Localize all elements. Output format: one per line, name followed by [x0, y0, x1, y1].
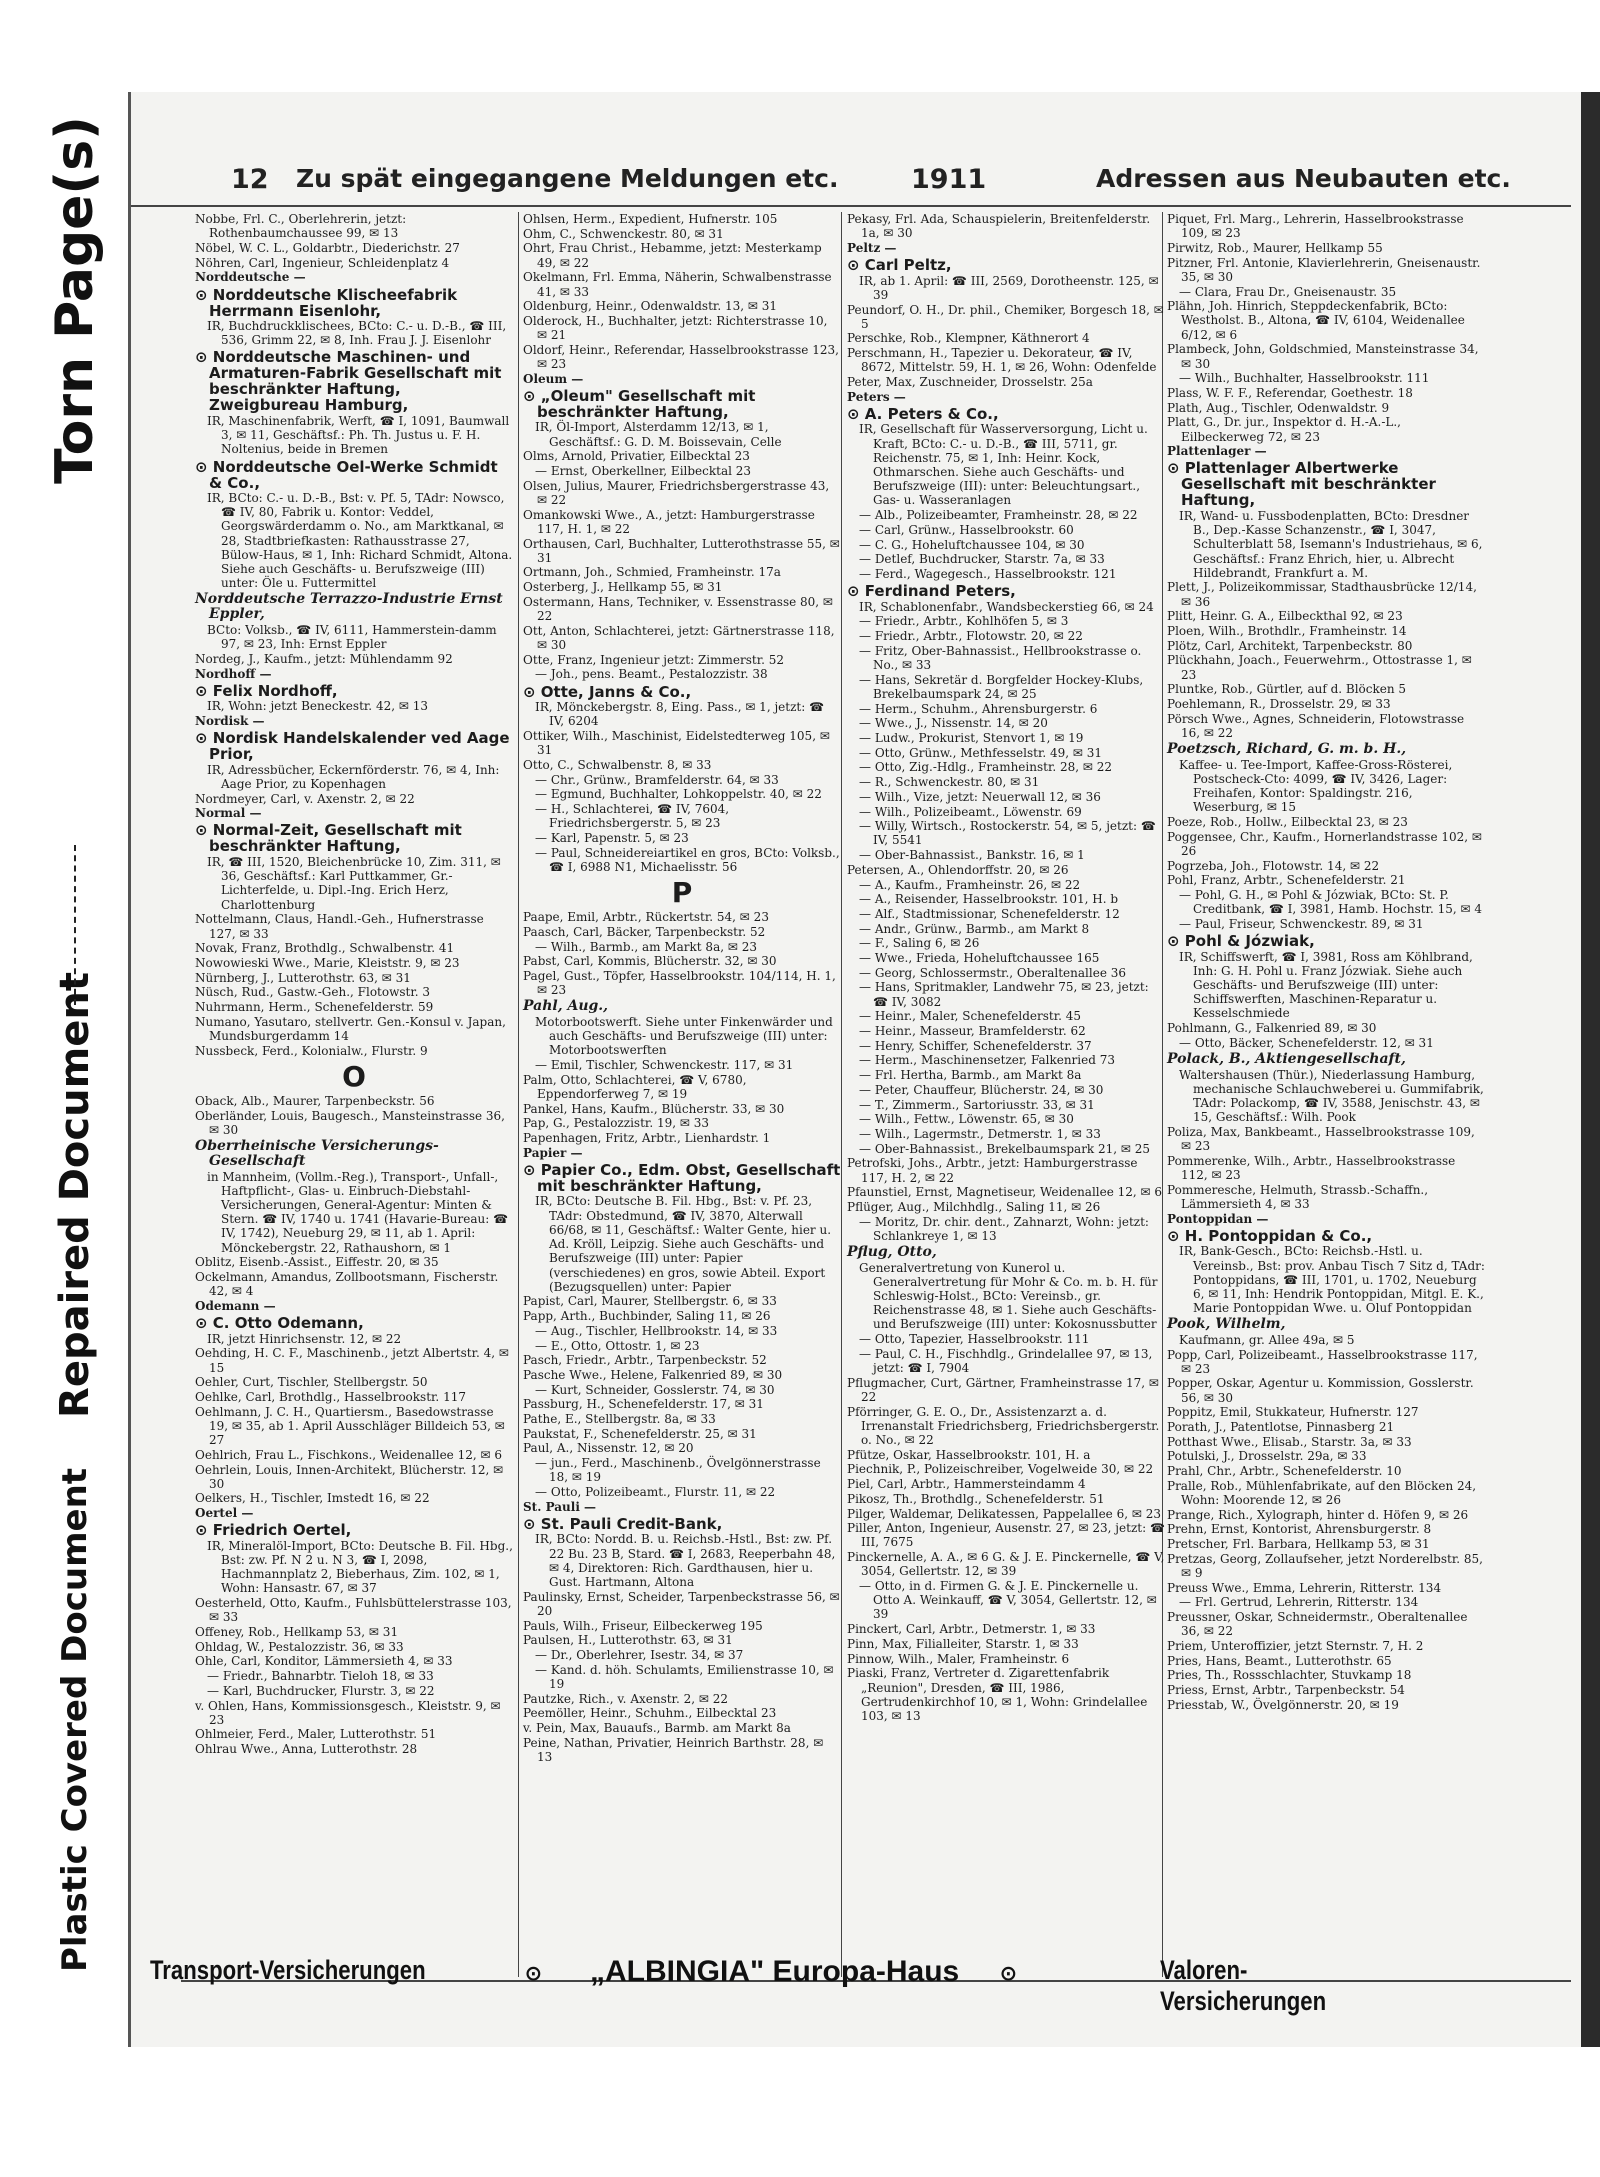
directory-entry: IR, jetzt Hinrichsenstr. 12, ✉ 22: [207, 1331, 402, 1346]
directory-entry: Ohldag, W., Pestalozzistr. 36, ✉ 33: [195, 1639, 404, 1654]
directory-entry: Nordisk —: [195, 713, 265, 728]
directory-entry: Oehlmann, J. C. H., Quartiersm., Basedowstrasse 19, ✉ 35, ab 1. April Ausschläger Billdeich 53, ✉ 27: [195, 1404, 505, 1448]
directory-entry: ⊙ Plattenlager Albertwerke Gesellschaft mit beschränkter Haftung,: [1167, 459, 1436, 510]
directory-entry: Poeze, Rob., Hollw., Eilbecktal 23, ✉ 23: [1167, 815, 1408, 830]
directory-entry: — Paul, Schneidereiartikel en gros, BCto: Volksb., ☎ I, 6988 N1, Michaelisstr. 56: [535, 845, 840, 874]
directory-entry: — C. G., Hoheluftchaussee 104, ✉ 30: [859, 537, 1085, 552]
directory-entry: IR, Wand- u. Fussbodenplatten, BCto: Dresdner B., Dep.-Kasse Schanzenstr., ☎ I, 3047, Schulterblatt 58, Isemann's Industriehaus, ✉ 6, Geschäftsf.: Franz Ehrich, hier, u. Albrecht Hildebrandt, Frankfurt a. M.: [1179, 508, 1483, 580]
directory-entry: IR, Mineralöl-Import, BCto: Deutsche B. Fil. Hbg., Bst: zw. Pf. N 2 u. N 3, ☎ I, 2098, Hachmannplatz 2, Bieberhaus, Zim. 102, ✉ 1, Wohn: Hansastr. 67, ✉ 37: [207, 1538, 513, 1596]
directory-entry: Pflug, Otto,: [847, 1244, 937, 1261]
directory-entry: Paasch, Carl, Bäcker, Tarpenbeckstr. 52: [523, 924, 766, 939]
directory-entry: Prehn, Ernst, Kontorist, Ahrensburgerstr. 8: [1167, 1522, 1432, 1537]
directory-entry: Ortmann, Joh., Schmied, Framheinstr. 17a: [523, 565, 781, 580]
directory-entry: — Carl, Grünw., Hasselbrookstr. 60: [859, 522, 1074, 537]
directory-entry: Orthausen, Carl, Buchhalter, Lutterothstrasse 55, ✉ 31: [523, 536, 840, 565]
directory-entry: Perschke, Rob., Klempner, Käthnerort 4: [847, 331, 1090, 346]
directory-entry: Ohlrau Wwe., Anna, Lutterothstr. 28: [195, 1742, 418, 1757]
directory-entry: Pekasy, Frl. Ada, Schauspielerin, Breitenfelderstr. 1a, ✉ 30: [847, 212, 1151, 241]
directory-entry: Olsen, Julius, Maurer, Friedrichsbergerstrasse 43, ✉ 22: [523, 478, 830, 507]
directory-entry: — Chr., Grünw., Bramfelderstr. 64, ✉ 33: [535, 772, 779, 787]
directory-entry: — Henry, Schiffer, Schenefelderstr. 37: [859, 1038, 1092, 1053]
directory-entry: Palm, Otto, Schlachterei, ☎ V, 6780, Eppendorferweg 7, ✉ 19: [523, 1072, 747, 1101]
directory-entry: Peundorf, O. H., Dr. phil., Chemiker, Borgesch 18, ✉ 5: [847, 302, 1164, 331]
directory-entry: Offeney, Rob., Hellkamp 53, ✉ 31: [195, 1625, 399, 1640]
directory-entry: Okelmann, Frl. Emma, Näherin, Schwalbenstrasse 41, ✉ 33: [523, 270, 832, 299]
directory-entry: ⊙ „Oleum" Gesellschaft mit beschränkter Haftung,: [523, 386, 756, 421]
section-letter: P: [671, 876, 693, 910]
directory-entry: Norddeutsche —: [195, 270, 306, 285]
directory-entry: Ohle, Carl, Konditor, Lämmersieth 4, ✉ 33: [195, 1654, 453, 1669]
directory-entry: Poggensee, Chr., Kaufm., Hornerlandstrasse 102, ✉ 26: [1167, 829, 1482, 858]
directory-entry: — Wilh., Buchhalter, Hasselbrookstr. 111: [1179, 371, 1430, 386]
directory-entry: ⊙ Pohl & Józwiak,: [1167, 932, 1315, 951]
directory-entry: Piller, Anton, Ingenieur, Ausenstr. 27, ✉ 23, jetzt: ☎ III, 7675: [847, 1521, 1165, 1550]
directory-entry: Papenhagen, Fritz, Arbtr., Lienhardstr. 1: [523, 1131, 771, 1146]
directory-entry: — Wilh., Vize, jetzt: Neuerwall 12, ✉ 36: [859, 789, 1101, 804]
directory-entry: Pörsch Wwe., Agnes, Schneiderin, Flotowstrasse 16, ✉ 22: [1167, 711, 1465, 740]
directory-entry: Pitzner, Frl. Antonie, Klavierlehrerin, Gneisenaustr. 35, ✉ 30: [1167, 255, 1481, 284]
directory-entry: Paape, Emil, Arbtr., Rückertstr. 54, ✉ 23: [523, 910, 769, 925]
directory-entry: Perschmann, H., Tapezier u. Dekorateur, ☎ IV, 8672, Mittelstr. 59, H. 1, ✉ 26, Wohn: Odenfelde: [847, 346, 1157, 375]
directory-entry: — Frl. Gertrud, Lehrerin, Ritterstr. 134: [1179, 1595, 1419, 1610]
directory-entry: Pries, Th., Rossschlachter, Stuvkamp 18: [1167, 1668, 1412, 1683]
directory-entry: — Wilh., Fettw., Löwenstr. 65, ✉ 30: [859, 1112, 1074, 1127]
directory-entry: ⊙ Felix Nordhoff,: [195, 681, 338, 700]
directory-entry: ⊙ Norddeutsche Oel-Werke Schmidt & Co.,: [195, 457, 498, 492]
directory-entry: Pontoppidan —: [1167, 1211, 1269, 1226]
directory-entry: Pook, Wilhelm,: [1167, 1316, 1286, 1333]
directory-entry: IR, Öl-Import, Alsterdamm 12/13, ✉ 1, Geschäftsf.: G. D. M. Boissevain, Celle: [535, 420, 782, 449]
directory-entry: — Wilh., Lagermstr., Detmerstr. 1, ✉ 33: [859, 1126, 1101, 1141]
directory-entry: IR, Schablonenfabr., Wandsbeckerstieg 66, ✉ 24: [859, 599, 1154, 614]
directory-entry: — Dr., Oberlehrer, Isestr. 34, ✉ 37: [535, 1648, 744, 1663]
directory-entry: Nowowieski Wwe., Marie, Kleiststr. 9, ✉ 23: [195, 955, 460, 970]
directory-entry: — Hans, Spritmakler, Landwehr 75, ✉ 23, jetzt: ☎ IV, 3082: [859, 980, 1149, 1009]
directory-entry: Pautzke, Rich., v. Axenstr. 2, ✉ 22: [523, 1691, 729, 1706]
directory-entry: Peine, Nathan, Privatier, Heinrich Barthstr. 28, ✉ 13: [523, 1735, 824, 1764]
directory-entry: Otto, C., Schwalbenstr. 8, ✉ 33: [523, 757, 712, 772]
header-right-title: Adressen aus Neubauten etc.: [1096, 164, 1511, 193]
directory-entry: Nürnberg, J., Lutterothstr. 63, ✉ 31: [195, 970, 411, 985]
directory-entry: Nuhrmann, Herm., Schenefelderstr. 59: [195, 1000, 434, 1015]
directory-entry: — Alb., Polizeibeamter, Framheinstr. 28, ✉ 22: [859, 508, 1138, 523]
directory-entry: ⊙ Papier Co., Edm. Obst, Gesellschaft mit beschränkter Haftung,: [523, 1160, 841, 1195]
directory-entry: — T., Zimmerm., Sartoriusstr. 33, ✉ 31: [859, 1097, 1095, 1112]
directory-entry: Popper, Oskar, Agentur u. Kommission, Gosslerstr. 56, ✉ 30: [1167, 1376, 1474, 1405]
directory-entry: Poehlemann, R., Drosselstr. 29, ✉ 33: [1167, 697, 1391, 712]
directory-entry: Pralle, Rob., Mühlenfabrikate, auf den Blöcken 24, Wohn: Moorende 12, ✉ 26: [1167, 1478, 1477, 1508]
directory-entry: Omankowski Wwe., A., jetzt: Hamburgerstrasse 117, H. 1, ✉ 22: [523, 507, 815, 536]
directory-entry: Paul, A., Nissenstr. 12, ✉ 20: [523, 1441, 694, 1456]
directory-entry: Oehlrich, Frau L., Fischkons., Weidenallee 12, ✉ 6: [195, 1447, 502, 1462]
directory-entry: — Herm., Maschinensetzer, Falkenried 73: [859, 1053, 1115, 1068]
directory-entry: — R., Schwenckestr. 80, ✉ 31: [859, 775, 1040, 790]
column-4: [1167, 212, 1485, 1713]
directory-entry: Prange, Rich., Xylograph, hinter d. Höfen 9, ✉ 26: [1167, 1507, 1469, 1522]
directory-entry: — Frl. Hertha, Barmb., am Markt 8a: [859, 1068, 1082, 1083]
directory-entry: Pauls, Wilh., Friseur, Eilbeckerweg 195: [523, 1618, 763, 1633]
directory-entry: Ottiker, Wilh., Maschinist, Eidelstedterweg 105, ✉ 31: [523, 729, 830, 758]
directory-entry: Pinckernelle, A. A., ✉ 6 G. & J. E. Pinckernelle, ☎ V, 3054, Gellertstr. 12, ✉ 39: [847, 1550, 1165, 1579]
directory-entry: — Otto, Bäcker, Schenefelderstr. 12, ✉ 31: [1179, 1035, 1434, 1050]
directory-entry: Oehrlein, Louis, Innen-Architekt, Blücherstr. 12, ✉ 30: [195, 1462, 504, 1491]
directory-entry: Pretscher, Frl. Barbara, Hellkamp 53, ✉ 31: [1167, 1537, 1430, 1552]
directory-entry: Pahl, Aug.,: [523, 998, 609, 1015]
page-number: 12: [231, 164, 269, 195]
directory-entry: BCto: Volksb., ☎ IV, 6111, Hammerstein-damm 97, ✉ 23, Inh: Ernst Eppler: [207, 622, 497, 652]
directory-entry: Nordhoff —: [195, 666, 272, 681]
directory-entry: — Kand. d. höh. Schulamts, Emilienstrasse 10, ✉ 19: [535, 1662, 834, 1691]
directory-entry: — Egmund, Buchhalter, Lohkoppelstr. 40, ✉ 22: [535, 787, 822, 802]
directory-entry: Ohlsen, Herm., Expedient, Hufnerstr. 105: [523, 212, 778, 226]
directory-entry: Piel, Carl, Arbtr., Hammersteindamm 4: [847, 1477, 1086, 1492]
directory-entry: — Wilh., Barmb., am Markt 8a, ✉ 23: [535, 939, 757, 954]
torn-pages-label: Torn Page(s): [45, 116, 105, 484]
directory-entry: Pfaunstiel, Ernst, Magnetiseur, Weidenallee 12, ✉ 6: [847, 1185, 1163, 1200]
header-left-title: Zu spät eingegangene Meldungen etc.: [296, 164, 839, 193]
directory-entry: Plitt, Heinr. G. A., Eilbeckthal 92, ✉ 23: [1167, 609, 1403, 624]
directory-entry: Oehler, Curt, Tischler, Stellbergstr. 50: [195, 1375, 428, 1390]
directory-entry: Petersen, A., Ohlendorffstr. 20, ✉ 26: [847, 862, 1069, 877]
directory-entry: Piquet, Frl. Marg., Lehrerin, Hasselbrookstrasse 109, ✉ 23: [1167, 212, 1464, 241]
directory-entry: — Moritz, Dr. chir. dent., Zahnarzt, Wohn: jetzt: Schlankreye 1, ✉ 13: [859, 1214, 1149, 1243]
directory-entry: Pluntke, Rob., Gürtler, auf d. Blöcken 5: [1167, 682, 1407, 697]
directory-entry: Popp, Carl, Polizeibeamt., Hasselbrookstrasse 117, ✉ 23: [1167, 1347, 1478, 1376]
directory-entry: — Wilh., Polizeibeamt., Löwenstr. 69: [859, 804, 1082, 819]
footer-separator-2: ⊙: [1000, 1963, 1017, 1985]
directory-entry: Pohl, Franz, Arbtr., Schenefelderstr. 21: [1167, 873, 1406, 888]
directory-entry: Peemöller, Heinr., Schuhm., Eilbecktal 23: [523, 1706, 777, 1721]
directory-entry: — A., Kaufm., Framheinstr. 26, ✉ 22: [859, 877, 1081, 892]
directory-entry: Poliza, Max, Bankbeamt., Hasselbrookstrasse 109, ✉ 23: [1167, 1124, 1475, 1154]
dashed-divider: [74, 845, 78, 1005]
directory-entry: Nobbe, Frl. C., Oberlehrerin, jetzt: Rothenbaumchaussee 99, ✉ 13: [195, 212, 407, 241]
directory-entry: Plückhahn, Joach., Feuerwehrm., Ottostrasse 1, ✉ 23: [1167, 653, 1472, 682]
directory-entry: — Ferd., Wagegesch., Hasselbrookstr. 121: [859, 566, 1117, 581]
directory-entry: Nöbel, W. C. L., Goldarbtr., Diederichstr. 27: [195, 240, 460, 255]
directory-entry: — Otto, Zig.-Hdlg., Framheinstr. 28, ✉ 22: [859, 760, 1113, 775]
directory-entry: Oleum —: [523, 371, 584, 386]
column-3: [847, 212, 1165, 1724]
directory-entry: Plambeck, John, Goldschmied, Mansteinstrasse 34, ✉ 30: [1167, 342, 1479, 371]
directory-entry: Oldenburg, Heinr., Odenwaldstr. 13, ✉ 31: [523, 299, 777, 314]
directory-entry: — A., Reisender, Hasselbrookstr. 101, H. b: [859, 892, 1119, 907]
directory-entry: Waltershausen (Thür.), Niederlassung Hamburg, mechanische Schlauchweberei u. Gummifabrik, TAdr: Polackomp, ☎ IV, 3588, Jenischstr. 43, ✉ 15, Geschäftsf.: Wilh. Pook: [1179, 1067, 1484, 1125]
directory-entry: Potulski, J., Drosselstr. 29a, ✉ 33: [1167, 1449, 1367, 1464]
directory-entry: IR, BCto: C.- u. D.-B., Bst: v. Pf. 5, TAdr: Nowsco, ☎ IV, 80, Fabrik u. Kontor: Veddel, Georgswärderdamm o. No., am Marktkanal, ✉ 28, Stadtbriefkasten: Rathausstrasse 27, Bülow-Haus, ✉ 1, Inh: Richard Schmidt, Altona. Siehe auch Geschäfts- u. Berufszweige (III) unter: Öle u. Futtermittel: [207, 491, 513, 591]
directory-entry: Poppitz, Emil, Stukkateur, Hufnerstr. 127: [1167, 1405, 1419, 1420]
directory-entry: Plattenlager —: [1167, 444, 1267, 459]
column-divider-1: [518, 212, 519, 1977]
footer-separator-1: ⊙: [525, 1963, 542, 1985]
directory-entry: Porath, J., Patentlotse, Pinnasberg 21: [1167, 1420, 1395, 1435]
directory-entry: Oldorf, Heinr., Referendar, Hasselbrookstrasse 123, ✉ 23: [523, 342, 839, 372]
directory-entry: IR, ☎ III, 1520, Bleichenbrücke 10, Zim. 311, ✉ 36, Geschäftsf.: Karl Puttkammer, Gr.-Lichterfelde, u. Dipl.-Ing. Erich Herz, Charlottenburg: [207, 854, 501, 912]
directory-entry: ⊙ St. Pauli Credit-Bank,: [523, 1514, 723, 1533]
directory-entry: Nüsch, Rud., Gastw.-Geh., Flotowstr. 3: [195, 985, 431, 1000]
directory-entry: Pasch, Friedr., Arbtr., Tarpenbeckstr. 52: [523, 1353, 767, 1368]
directory-entry: — Heinr., Maler, Schenefelderstr. 45: [859, 1009, 1082, 1024]
directory-entry: — Ober-Bahnassist., Bankstr. 16, ✉ 1: [859, 848, 1085, 863]
directory-entry: Pförringer, G. E. O., Dr., Assistenzarzt a. d. Irrenanstalt Friedrichsberg, Friedrichsbergerstr. o. No., ✉ 22: [847, 1404, 1160, 1448]
directory-entry: Priem, Unteroffizier, jetzt Sternstr. 7, H. 2: [1167, 1639, 1424, 1654]
directory-entry: Olms, Arnold, Privatier, Eilbecktal 23: [523, 449, 750, 464]
directory-entry: — Karl, Papenstr. 5, ✉ 23: [535, 830, 689, 845]
directory-entry: Nordeg, J., Kaufm., jetzt: Mühlendamm 92: [195, 651, 453, 666]
directory-entry: Numano, Yasutaro, stellvertr. Gen.-Konsul v. Japan, Mundsburgerdamm 14: [195, 1014, 506, 1043]
directory-entry: in Mannheim, (Vollm.-Reg.), Transport-, Unfall-, Haftpflicht-, Glas- u. Einbruch-Diebstahl-Versicherungen, General-Agentur: Minten & Stern. ☎ IV, 1740 u. 1741 (Havarie-Bureau: ☎ IV, 1742), Neueburg 29, ✉ 11, ab 1. April: Mönckebergstr. 22, Rathaushorn, ✉ 1: [207, 1169, 509, 1255]
footer-valoren: Valoren-Versicherungen: [1160, 1955, 1327, 2016]
directory-entry: — Detlef, Buchdrucker, Starstr. 7a, ✉ 33: [859, 552, 1105, 567]
directory-entry: Papier —: [523, 1145, 583, 1160]
directory-entry: — Willy, Wirtsch., Rostockerstr. 54, ✉ 5, jetzt: ☎ IV, 5541: [859, 819, 1156, 848]
directory-entry: Odemann —: [195, 1298, 276, 1313]
directory-entry: Normal —: [195, 806, 262, 821]
directory-entry: Plötz, Carl, Architekt, Tarpenbeckstr. 80: [1167, 638, 1413, 653]
directory-entry: Generalvertretung von Kunerol u. Generalvertretung für Mohr & Co. m. b. H. für Schleswig-Holst., BCto: Vereinsb., gr. Reichenstrasse 48, ✉ 1. Siehe auch Geschäfts- und Berufszweige (III) unter: Kokosnussbutter: [859, 1260, 1158, 1332]
directory-entry: — Friedr., Arbtr., Kohlhöfen 5, ✉ 3: [859, 614, 1069, 629]
directory-entry: — Alf., Stadtmissionar, Schenefelderstr. 12: [859, 906, 1120, 921]
directory-entry: — Ernst, Oberkellner, Eilbecktal 23: [535, 464, 752, 479]
directory-entry: IR, BCto: Nordd. B. u. Reichsb.-Hstl., Bst: zw. Pf. 22 Bu. 23 B, Stard. ☎ I, 2683, Reeperbahn 48, ✉ 4, Direktoren: Rich. Gardthausen, hier u. Gust. Hartmann, Altona: [535, 1532, 836, 1590]
directory-entry: Papist, Carl, Maurer, Stellbergstr. 6, ✉ 33: [523, 1294, 777, 1309]
directory-entry: — Peter, Chauffeur, Blücherstr. 24, ✉ 30: [859, 1082, 1104, 1097]
directory-entry: — Ludw., Prokurist, Stenvort 1, ✉ 19: [859, 731, 1084, 745]
column-divider-2: [841, 212, 842, 1977]
directory-entry: Norddeutsche Terrazzo-Industrie Ernst Eppler,: [195, 591, 503, 623]
directory-entry: Polack, B., Aktiengesellschaft,: [1167, 1051, 1406, 1068]
directory-entry: — Paul, C. H., Fischhdlg., Grindelallee 97, ✉ 13, jetzt: ☎ I, 7904: [859, 1346, 1153, 1376]
column-1: [195, 212, 513, 1757]
directory-entry: IR, Bank-Gesch., BCto: Reichsb.-Hstl. u. Vereinsb., Bst: prov. Anbau Tisch 7 Sitz d, TAdr: Pontoppidans, ☎ III, 1701, u. 1702, Neueburg 6, ✉ 11, Inh: Hendrik Pontoppidan, Mitgl. E. K., Marie Pontoppidan Wwe. u. Oluf Pontoppidan: [1179, 1244, 1485, 1316]
directory-entry: Ohrt, Frau Christ., Hebamme, jetzt: Mesterkamp 49, ✉ 22: [523, 241, 822, 270]
directory-entry: ⊙ Norddeutsche Klischeefabrik Herrmann Eisenlohr,: [195, 285, 458, 320]
header-rule: [131, 205, 1571, 207]
directory-entry: Kaffee- u. Tee-Import, Kaffee-Gross-Rösterei, Postscheck-Cto: 4099, ☎ IV, 3426, Lager: Freihafen, Kontor: Spaldingstr. 216, Weserburg, ✉ 15: [1179, 757, 1453, 815]
directory-entry: — E., Otto, Ottostr. 1, ✉ 23: [535, 1338, 700, 1353]
directory-entry: — F., Saling 6, ✉ 26: [859, 936, 980, 951]
directory-entry: — Fritz, Ober-Bahnassist., Hellbrookstrasse o. No., ✉ 33: [859, 643, 1142, 672]
directory-entry: Pikosz, Th., Brothdlg., Schenefelderstr. 51: [847, 1491, 1105, 1506]
directory-entry: Peltz —: [847, 240, 897, 255]
directory-entry: Passburg, H., Schenefelderstr. 17, ✉ 31: [523, 1397, 764, 1412]
directory-entry: — Friedr., Bahnarbtr. Tieloh 18, ✉ 33: [207, 1669, 434, 1684]
directory-entry: Peters —: [847, 389, 906, 404]
directory-entry: ⊙ H. Pontoppidan & Co.,: [1167, 1226, 1373, 1245]
directory-entry: — Clara, Frau Dr., Gneisenaustr. 35: [1179, 284, 1397, 299]
directory-entry: Pommeresche, Helmuth, Strassb.-Schaffn., Lämmersieth 4, ✉ 33: [1167, 1182, 1429, 1211]
directory-entry: Ockelmann, Amandus, Zollbootsmann, Fischerstr. 42, ✉ 4: [195, 1270, 499, 1299]
scanned-page: [128, 92, 1593, 2047]
directory-entry: Priesstab, W., Övelgönnerstr. 20, ✉ 19: [1167, 1697, 1399, 1712]
directory-entry: Paulinsky, Ernst, Scheider, Tarpenbeckstrasse 56, ✉ 20: [523, 1589, 840, 1618]
directory-entry: ⊙ Otte, Janns & Co.,: [523, 682, 692, 701]
directory-entry: Motorbootswerft. Siehe unter Finkenwärder und auch Geschäfts- und Berufszweige (III) unter: Motorbootswerften: [535, 1014, 833, 1058]
directory-entry: Prahl, Chr., Arbtr., Schenefelderstr. 10: [1167, 1464, 1402, 1479]
directory-entry: — Herm., Schuhm., Ahrensburgerstr. 6: [859, 701, 1098, 716]
directory-entry: Pogrzeba, Joh., Flotowstr. 14, ✉ 22: [1167, 858, 1380, 873]
directory-entry: Pflugmacher, Curt, Gärtner, Framheinstrasse 17, ✉ 22: [847, 1375, 1159, 1404]
directory-entry: v. Pein, Max, Bauaufs., Barmb. am Markt 8a: [523, 1721, 791, 1736]
directory-entry: ⊙ Normal-Zeit, Gesellschaft mit beschränkter Haftung,: [195, 821, 462, 856]
directory-entry: — Emil, Tischler, Schwenckestr. 117, ✉ 31: [535, 1058, 794, 1073]
directory-entry: Ostermann, Hans, Techniker, v. Essenstrasse 80, ✉ 22: [523, 594, 833, 624]
directory-entry: Osterberg, J., Hellkamp 55, ✉ 31: [523, 580, 723, 595]
directory-entry: v. Ohlen, Hans, Kommissionsgesch., Kleiststr. 9, ✉ 23: [195, 1698, 501, 1727]
directory-entry: Pankel, Hans, Kaufm., Blücherstr. 33, ✉ 30: [523, 1101, 785, 1116]
directory-entry: Priess, Ernst, Arbtr., Tarpenbeckstr. 54: [1167, 1683, 1405, 1698]
directory-entry: Oblitz, Eisenb.-Assist., Eiffestr. 20, ✉ 35: [195, 1255, 439, 1270]
directory-entry: ⊙ Carl Peltz,: [847, 256, 952, 275]
directory-entry: — H., Schlachterei, ☎ IV, 7604, Friedrichsbergerstr. 5, ✉ 23: [535, 802, 730, 831]
directory-entry: IR, Wohn: jetzt Beneckestr. 42, ✉ 13: [207, 699, 428, 714]
directory-entry: — Friedr., Arbtr., Flotowstr. 20, ✉ 22: [859, 629, 1083, 644]
directory-entry: — Wwe., Frieda, Hoheluftchaussee 165: [859, 951, 1100, 966]
directory-entry: Plath, Aug., Tischler, Odenwaldstr. 9: [1167, 400, 1390, 415]
directory-entry: IR, Schiffswerft, ☎ I, 3981, Ross am Köhlbrand, Inh: G. H. Pohl u. Franz Józwiak. Siehe auch Geschäfts- und Berufszweige (III) unter: Schiffswerften, Maschinen-Reparatur u. Kesselschmiede: [1179, 949, 1473, 1021]
directory-entry: — Heinr., Masseur, Bramfelderstr. 62: [859, 1024, 1086, 1039]
directory-entry: — Wwe., J., Nissenstr. 14, ✉ 20: [859, 716, 1048, 731]
directory-entry: Papp, Arth., Buchbinder, Saling 11, ✉ 26: [523, 1309, 771, 1324]
directory-entry: — Ober-Bahnassist., Brekelbaumspark 21, ✉ 25: [859, 1141, 1151, 1156]
repaired-document-label: Repaired Document: [52, 972, 98, 1418]
directory-entry: Otte, Franz, Ingenieur jetzt: Zimmerstr. 52: [523, 652, 785, 667]
directory-entry: — Karl, Buchdrucker, Flurstr. 3, ✉ 22: [207, 1683, 435, 1698]
directory-entry: ⊙ Friedrich Oertel,: [195, 1521, 352, 1540]
directory-entry: Preuss Wwe., Emma, Lehrerin, Ritterstr. 134: [1167, 1580, 1442, 1595]
directory-entry: Pap, G., Pestalozzistr. 19, ✉ 33: [523, 1116, 709, 1131]
directory-entry: Oehding, H. C. F., Maschinenb., jetzt Albertstr. 4, ✉ 15: [195, 1346, 509, 1375]
directory-entry: ⊙ Ferdinand Peters,: [847, 582, 1016, 601]
directory-entry: Potthast Wwe., Elisab., Starstr. 3a, ✉ 33: [1167, 1434, 1412, 1449]
directory-entry: Plass, W. F. F., Referendar, Goethestr. 18: [1167, 385, 1413, 400]
directory-entry: Paulsen, H., Lutterothstr. 63, ✉ 31: [523, 1633, 733, 1648]
directory-entry: — Andr., Grünw., Barmb., am Markt 8: [859, 921, 1090, 936]
directory-entry: — Hans, Sekretär d. Borgfelder Hockey-Klubs, Brekelbaumspark 24, ✉ 25: [859, 672, 1144, 701]
directory-entry: Pathe, E., Stellbergstr. 8a, ✉ 33: [523, 1412, 716, 1427]
directory-entry: Platt, G., Dr. jur., Inspektor d. H.-A.-L., Eilbeckerweg 72, ✉ 23: [1167, 415, 1401, 444]
directory-entry: Poetzsch, Richard, G. m. b. H.,: [1167, 741, 1407, 758]
directory-entry: — Aug., Tischler, Hellbrookstr. 14, ✉ 33: [535, 1323, 778, 1338]
directory-entry: St. Pauli —: [523, 1499, 597, 1514]
directory-entry: Oehlke, Carl, Brothdlg., Hasselbrookstr. 117: [195, 1389, 466, 1404]
directory-entry: Ott, Anton, Schlachterei, jetzt: Gärtnerstrasse 118, ✉ 30: [523, 623, 835, 652]
directory-entry: Plett, J., Polizeikommissar, Stadthausbrücke 12/14, ✉ 36: [1167, 580, 1477, 609]
directory-entry: Paukstat, F., Schenefelderstr. 25, ✉ 31: [523, 1426, 757, 1441]
torn-edge: [1581, 92, 1600, 2047]
directory-entry: IR, Gesellschaft für Wasserversorgung, Licht u. Kraft, BCto: C.- u. D.-B., ☎ III, 5711, gr. Reichenstr. 75, ✉ 1, Inh: Heinr. Kock, Othmarschen. Siehe auch Geschäfts- und Berufszweige (III): unter: Beleuchtungsart., Gas- u. Wasseranlagen: [859, 422, 1148, 508]
directory-entry: — Otto, Polizeibeamt., Flurstr. 11, ✉ 22: [535, 1485, 776, 1500]
directory-entry: Oesterheld, Otto, Kaufm., Fuhlsbüttelerstrasse 103, ✉ 33: [195, 1596, 512, 1625]
directory-entry: — Otto, in d. Firmen G. & J. E. Pinckernelle u. Otto A. Weinkauff, ☎ V, 3054, Gellertstr. 12, ✉ 39: [859, 1579, 1157, 1622]
directory-entry: Pagel, Gust., Töpfer, Hasselbrookstr. 104/114, H. 1, ✉ 23: [523, 969, 836, 998]
directory-entry: Nordmeyer, Carl, v. Axenstr. 2, ✉ 22: [195, 791, 415, 806]
directory-entry: Pflüger, Aug., Milchhdlg., Saling 11, ✉ 26: [847, 1200, 1101, 1214]
page-footer: [150, 1955, 1400, 2016]
directory-entry: Plähn, Joh. Hinrich, Steppdeckenfabrik, BCto: Westholst. B., Altona, ☎ IV, 6104, Weidenallee 6/12, ✉ 6: [1167, 299, 1465, 342]
directory-entry: Nottelmann, Claus, Handl.-Geh., Hufnerstrasse 127, ✉ 33: [195, 912, 484, 941]
directory-entry: — Paul, Friseur, Schwenckestr. 89, ✉ 31: [1179, 916, 1424, 931]
directory-entry: Nussbeck, Ferd., Kolonialw., Flurstr. 9: [195, 1043, 428, 1058]
directory-entry: — Otto, Tapezier, Hasselbrookstr. 111: [859, 1332, 1090, 1347]
directory-entry: Oberländer, Louis, Baugesch., Mansteinstrasse 36, ✉ 30: [195, 1108, 505, 1137]
directory-entry: ⊙ A. Peters & Co.,: [847, 404, 999, 423]
directory-entry: IR, Adressbücher, Eckernförderstr. 76, ✉ 4, Inh: Aage Prior, zu Kopenhagen: [207, 762, 500, 791]
directory-entry: Piaski, Franz, Vertreter d. Zigarettenfabrik „Reunion", Dresden, ☎ III, 1986, Gertrudenkirchhof 10, ✉ 1, Wohn: Grindelallee 103, ✉ 13: [847, 1666, 1148, 1723]
directory-entry: — Pohl, G. H., ✉ Pohl & Józwiak, BCto: St. P. Creditbank, ☎ I, 3981, Hamb. Hochstr. 15, ✉ 4: [1179, 888, 1483, 917]
directory-entry: Ohlmeier, Ferd., Maler, Lutterothstr. 51: [195, 1727, 437, 1742]
directory-entry: Preussner, Oskar, Schneidermstr., Oberaltenallee 36, ✉ 22: [1167, 1610, 1468, 1639]
directory-entry: Pohlmann, G., Falkenried 89, ✉ 30: [1167, 1021, 1377, 1036]
page-header: [231, 164, 1511, 204]
column-2: [523, 212, 841, 1765]
directory-entry: IR, Mönckebergstr. 8, Eing. Pass., ✉ 1, jetzt: ☎ IV, 6204: [535, 700, 825, 729]
directory-entry: — jun., Ferd., Maschinenb., Övelgönnerstrasse 18, ✉ 19: [535, 1456, 821, 1485]
directory-entry: Olderock, H., Buchhalter, jetzt: Richterstrasse 10, ✉ 21: [523, 313, 828, 343]
directory-entry: Oelkers, H., Tischler, Imstedt 16, ✉ 22: [195, 1491, 430, 1506]
directory-entry: — Kurt, Schneider, Gosslerstr. 74, ✉ 30: [535, 1382, 775, 1397]
directory-entry: Nöhren, Carl, Ingenieur, Schleidenplatz 4: [195, 255, 450, 270]
directory-entry: — Otto, Grünw., Methfesselstr. 49, ✉ 31: [859, 745, 1103, 760]
directory-entry: Pretzas, Georg, Zollaufseher, jetzt Norderelbstr. 85, ✉ 9: [1167, 1551, 1483, 1581]
directory-entry: Kaufmann, gr. Allee 49a, ✉ 5: [1179, 1332, 1355, 1347]
directory-entry: Pries, Hans, Beamt., Lutterothstr. 65: [1167, 1653, 1392, 1668]
directory-entry: Oertel —: [195, 1506, 254, 1521]
directory-entry: Ploen, Wilh., Brothdlr., Framheinstr. 14: [1167, 624, 1407, 639]
footer-transport: Transport-Versicherungen: [150, 1955, 426, 1985]
directory-entry: Pinn, Max, Filialleiter, Starstr. 1, ✉ 33: [847, 1636, 1079, 1651]
directory-entry: Peter, Max, Zuschneider, Drosselstr. 25a: [847, 375, 1093, 390]
directory-entry: Pilger, Waldemar, Delikatessen, Pappelallee 6, ✉ 23: [847, 1506, 1161, 1521]
plastic-covered-label: Plastic Covered Document: [55, 1467, 95, 1973]
directory-entry: Pinckert, Carl, Arbtr., Detmerstr. 1, ✉ 33: [847, 1622, 1096, 1637]
directory-entry: Pinnow, Wilh., Maler, Framheinstr. 6: [847, 1651, 1070, 1666]
directory-entry: — Joh., pens. Beamt., Pestalozzistr. 38: [535, 667, 768, 682]
directory-entry: IR, ab 1. April: ☎ III, 2569, Dorotheenstr. 125, ✉ 39: [859, 273, 1159, 302]
directory-entry: Pirwitz, Rob., Maurer, Hellkamp 55: [1167, 240, 1383, 255]
directory-entry: Oback, Alb., Maurer, Tarpenbeckstr. 56: [195, 1094, 435, 1109]
directory-entry: ⊙ C. Otto Odemann,: [195, 1314, 364, 1333]
header-year: 1911: [911, 164, 987, 195]
footer-albingia: „ALBINGIA" Europa-Haus: [590, 1955, 960, 1988]
directory-entry: ⊙ Norddeutsche Maschinen- und Armaturen-Fabrik Gesellschaft mit beschränkter Haftung, Zweigbureau Hamburg,: [195, 348, 502, 415]
directory-entry: IR, Buchdruckklischees, BCto: C.- u. D.-B., ☎ III, 536, Grimm 22, ✉ 8, Inh. Frau J. J. Eisenlohr: [207, 319, 507, 348]
directory-entry: Novak, Franz, Brothdlg., Schwalbenstr. 41: [195, 941, 455, 956]
directory-entry: Pabst, Carl, Kommis, Blücherstr. 32, ✉ 30: [523, 954, 777, 969]
directory-entry: Piechnik, P., Polizeischreiber, Vogelweide 30, ✉ 22: [847, 1462, 1154, 1477]
directory-entry: Oberrheinische Versicherungs-Gesellschaft: [195, 1138, 439, 1170]
directory-entry: ⊙ Nordisk Handelskalender ved Aage Prior,: [195, 729, 510, 764]
directory-entry: IR, BCto: Deutsche B. Fil. Hbg., Bst: v. Pf. 23, TAdr: Obstedmund, ☎ IV, 3870, Alterwall 66/68, ✉ 11, Geschäftsf.: Walter Gente, hier u. Ad. Kröll, Leipzig. Siehe auch Geschäfts- und Berufszweige (III) unter: Papier (verschiedenes) en gros, sowie Abteil. Export (Bezugsquellen) unter: Papier: [535, 1194, 832, 1294]
directory-entry: Pommerenke, Wilh., Arbtr., Hasselbrookstrasse 112, ✉ 23: [1167, 1153, 1456, 1182]
directory-entry: Pasche Wwe., Helene, Falkenried 89, ✉ 30: [523, 1367, 783, 1382]
directory-entry: IR, Maschinenfabrik, Werft, ☎ I, 1091, Baumwall 3, ✉ 11, Geschäftsf.: Ph. Th. Justus u. F. H. Noltenius, beide in Bremen: [207, 413, 510, 457]
section-letter: O: [342, 1059, 366, 1093]
directory-entry: Ohm, C., Schwenckestr. 80, ✉ 31: [523, 226, 724, 241]
directory-entry: — Georg, Schlossermstr., Oberaltenallee 36: [859, 965, 1126, 980]
directory-entry: Pfütze, Oskar, Hasselbrookstr. 101, H. a: [847, 1447, 1091, 1462]
directory-entry: Petrofski, Johs., Arbtr., jetzt: Hamburgerstrasse 117, H. 2, ✉ 22: [847, 1156, 1138, 1185]
